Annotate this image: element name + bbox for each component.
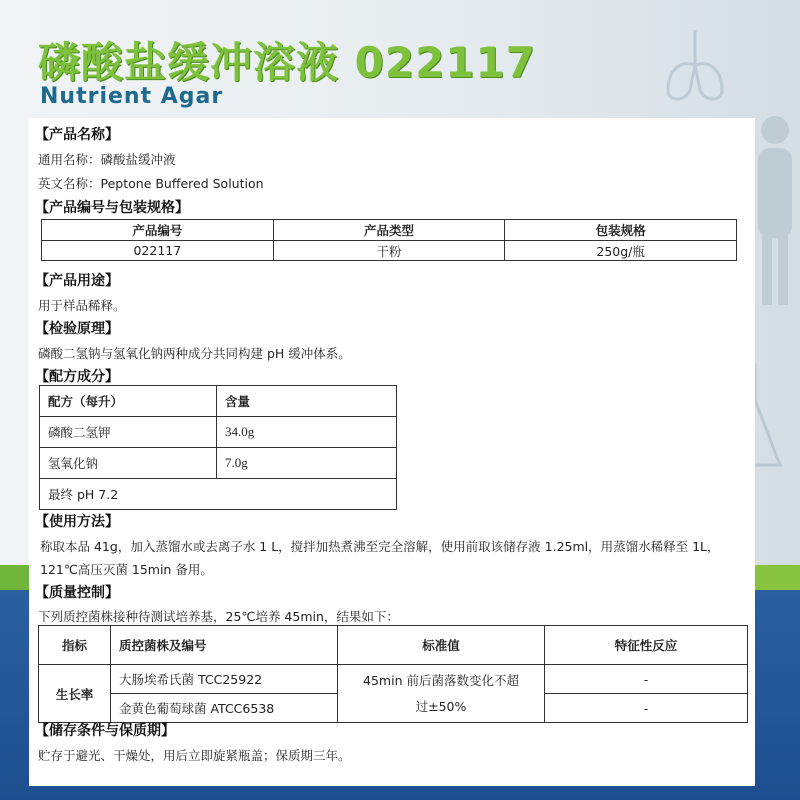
section-title-principle: 【检验原理】 bbox=[35, 321, 119, 337]
principle-text: 磷酸二氢钠与氢氧化钠两种成分共同构建 pH 缓冲体系。 bbox=[38, 346, 351, 361]
table-row bbox=[40, 479, 397, 510]
cell-ingredient-name: 磷酸二氢钾 bbox=[40, 417, 217, 448]
table-header-row bbox=[42, 220, 737, 241]
cell-product-type: 干粉 bbox=[273, 241, 505, 261]
table-header-row bbox=[40, 386, 397, 417]
cell-reaction: - bbox=[545, 665, 748, 694]
table-row bbox=[40, 448, 397, 479]
storage-text: 贮存于避光、干燥处，用后立即旋紧瓶盖；保质期三年。 bbox=[38, 748, 351, 763]
cell-ingredient-value: 34.0g bbox=[217, 417, 397, 448]
header-strain: 质控菌株及编号 bbox=[111, 626, 338, 665]
use-text: 用于样品稀释。 bbox=[38, 298, 126, 313]
cell-standard bbox=[338, 665, 545, 723]
qc-table bbox=[38, 625, 748, 723]
section-title-qc: 【质量控制】 bbox=[35, 585, 119, 601]
cell-category: 生长率 bbox=[39, 665, 111, 723]
section-title-code: 【产品编号与包装规格】 bbox=[35, 200, 189, 216]
cell-strain: 金黄色葡萄球菌 ATCC6538 bbox=[111, 694, 338, 723]
cell-strain: 大肠埃希氏菌 TCC25922 bbox=[111, 665, 338, 694]
standard-line1: 45min 前后菌落数变化不超 bbox=[363, 672, 519, 688]
formula-table bbox=[39, 385, 397, 510]
header-amount: 含量 bbox=[217, 386, 397, 417]
header-formula: 配方（每升） bbox=[40, 386, 217, 417]
lungs-decoration-icon bbox=[650, 20, 740, 110]
content-panel bbox=[29, 118, 755, 786]
page-title: 磷酸盐缓冲溶液 022117 bbox=[38, 38, 536, 87]
section-title-method: 【使用方法】 bbox=[35, 514, 119, 530]
generic-name: 通用名称：磷酸盐缓冲液 bbox=[38, 152, 176, 167]
english-name: 英文名称：Peptone Buffered Solution bbox=[38, 176, 264, 191]
cell-product-code: 022117 bbox=[42, 241, 274, 261]
table-row bbox=[40, 417, 397, 448]
product-table bbox=[41, 219, 737, 261]
table-row bbox=[39, 665, 748, 694]
table-header-row bbox=[39, 626, 748, 665]
header-package-spec: 包装规格 bbox=[505, 220, 737, 241]
header-product-code: 产品编号 bbox=[42, 220, 274, 241]
table-row bbox=[42, 241, 737, 261]
method-text-line1: 称取本品 41g，加入蒸馏水或去离子水 1 L，搅拌加热煮沸至完全溶解，使用前取该储存液 1.25ml，用蒸馏水稀释至 1L， bbox=[40, 539, 720, 554]
method-text-line2: 121℃高压灭菌 15min 备用。 bbox=[40, 562, 213, 577]
section-title-use: 【产品用途】 bbox=[35, 273, 119, 289]
header-product-type: 产品类型 bbox=[273, 220, 505, 241]
page-subtitle: Nutrient Agar bbox=[40, 84, 224, 109]
standard-line2: 过±50% bbox=[415, 698, 467, 714]
header-indicator: 指标 bbox=[39, 626, 111, 665]
qc-text: 下列质控菌株接种待测试培养基，25℃培养 45min，结果如下： bbox=[38, 609, 399, 624]
section-title-formula: 【配方成分】 bbox=[35, 369, 119, 385]
cell-ingredient-value: 7.0g bbox=[217, 448, 397, 479]
section-title-storage: 【储存条件与保质期】 bbox=[35, 723, 175, 739]
header-standard: 标准值 bbox=[338, 626, 545, 665]
cell-ingredient-name: 氢氧化钠 bbox=[40, 448, 217, 479]
section-title-name: 【产品名称】 bbox=[35, 127, 119, 143]
cell-final-ph: 最终 pH 7.2 bbox=[40, 479, 397, 510]
cell-reaction: - bbox=[545, 694, 748, 723]
header-reaction: 特征性反应 bbox=[545, 626, 748, 665]
cell-package-spec: 250g/瓶 bbox=[505, 241, 737, 261]
